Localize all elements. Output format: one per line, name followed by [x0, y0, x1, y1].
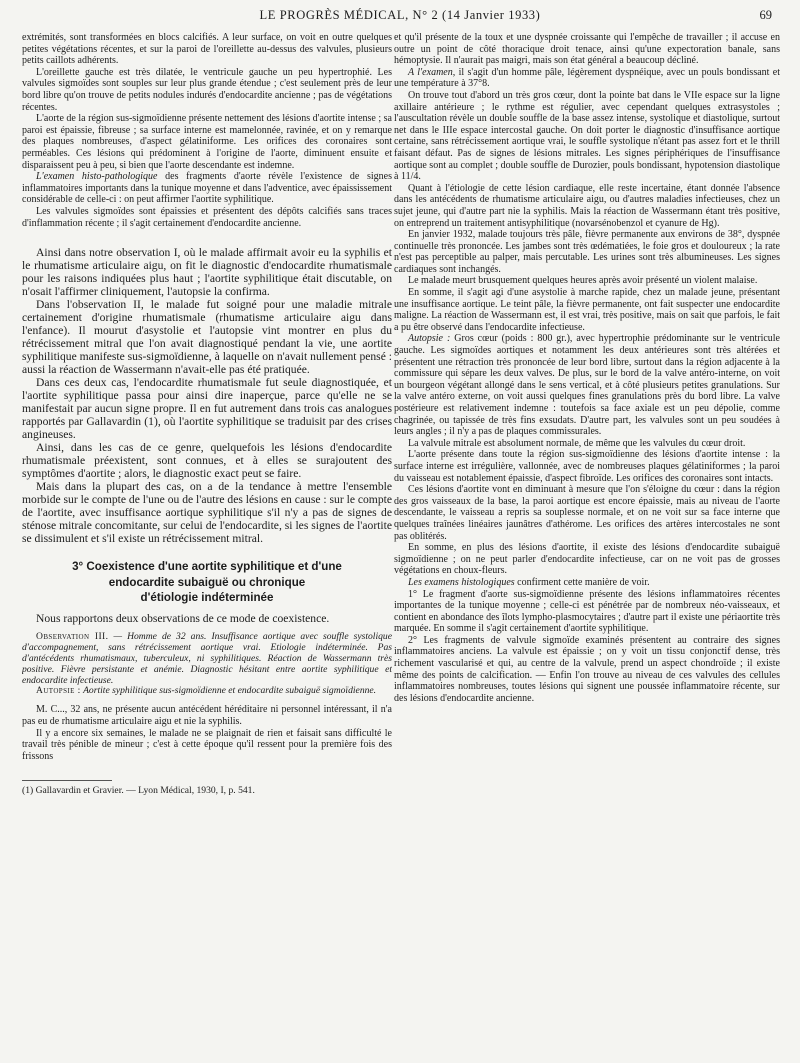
paragraph: Il y a encore six semaines, le malade ne se plaignait de rien et faisait sans difficulté le travail très pénible de mineur ; c'est à cette époque qu'il ressent pour la première fois des frissons — [22, 727, 392, 762]
paragraph: L'aorte de la région sus-sigmoïdienne présente nettement des lésions d'aortite intense ; sa paroi est épaissie, fibreuse ; sa surface interne est mamelonnée, ravinée, et on y remarque des plaques nombreuses, d'aspect gélatiniforme. Les orifices des coronaires sont perméables. Ces lésions qui prédominent à l'origine de l'aorte, diminuent ensuite et disparaissent peu à peu, si bien que l'aorte descendante est indemne. — [22, 113, 392, 171]
paragraph: Nous rapportons deux observations de ce mode de coexistence. — [36, 611, 330, 625]
running-head: LE PROGRÈS MÉDICAL, N° 2 (14 Janvier 1933) — [259, 8, 541, 22]
paragraph: La valvule mitrale est absolument normale, de même que les valvules du cœur droit. — [408, 437, 746, 449]
paragraph: En janvier 1932, malade toujours très pâle, fièvre permanente aux environs de 38°, dyspnée continuelle très prononcée. Les jambes sont très œdématiées, le foie gros et douloureux ; la rate n'est pas perceptible au palper, mais percutable. Les urines sont très albumineuses. Les signes cardiaques sont inchangés. — [394, 229, 780, 275]
paragraph: Les examens histologiques confirment cette manière de voir. — [408, 576, 650, 588]
autopsy-header: Autopsie : Aortite syphilitique sus-sigmoïdienne et endocardite subaiguë sigmoïdienne. — [36, 685, 377, 697]
page-number: 69 — [759, 8, 772, 22]
paragraph: Quant à l'étiologie de cette lésion cardiaque, elle reste incertaine, étant donnée l'absence dans les antécédents de rhumatisme articulaire aigu, ou d'autres maladies infectieuses, chez un sujet jeune, qui d'autre part nie la syphilis. Mais la réaction de Wassermann étant très positive, on entreprend un traitement antisyphilitique (novarsénobenzol et cyanure de Hg). — [394, 182, 780, 229]
paragraph: En somme, en plus des lésions d'aortite, il existe des lésions d'endocardite subaiguë sigmoïdienne ; on ne peut parler d'endocardite infectieuse, car on ne voit pas de grosses végétations en choux-fleurs. — [394, 542, 780, 577]
paragraph: Mais dans la plupart des cas, on a de la tendance à mettre l'ensemble morbide sur le compte de l'une ou de l'autre des lésions en cause : sur le compte de l'aortite, avec insuffisance aortique syphilitique s'il n'y a pas de signes de sténose mitrale concomitante, sur celui de l'endocardite, si les signes de l'aortite se dissimulent et s'il existe un rétrécissement mitral. — [22, 480, 392, 546]
paragraph: Ainsi dans notre observation I, où le malade affirmait avoir eu la syphilis et le rhumatisme articulaire aigu, on fit le diagnostic d'endocardite rhumatismale pour les raisons indiquées plus haut ; l'aortite syphilitique était discutable, on n'osait l'affirmer cliniquement, l'autopsie la confirma. — [22, 246, 392, 299]
paragraph: A l'examen, il s'agit d'un homme pâle, légèrement dyspnéique, avec un pouls bondissant et une température à 37°8. — [394, 66, 780, 90]
paragraph: L'aorte présente dans toute la région sus-sigmoïdienne des lésions d'aortite intense : la surface interne est irrégulière, vallonnée, avec de nombreuses plaques gélatiniformes ; la paroi du vaisseau est notablement épaissie, d'aspect fibroïde. Les orifices des coronaires sont intacts. — [394, 449, 780, 484]
footnote: (1) Gallavardin et Gravier. — Lyon Médical, 1930, I, p. 541. — [22, 785, 255, 797]
section-heading: 3° Coexistence d'une aortite syphilitique et d'une endocardite subaiguë ou chronique d'étiologie indéterminée — [72, 560, 342, 605]
paragraph: Le malade meurt brusquement quelques heures après avoir présenté un violent malaise. — [408, 275, 758, 287]
observation-header: Observation III. — Homme de 32 ans. Insuffisance aortique avec souffle systolique d'accompagnement, sans rétrécissement aortique vrai. Etiologie indéterminée. Pas d'antécédents rhumatismaux, tuberculeux, ni syphilitiques. Réaction de Wassermann très positive. Fièvre persistante et anémie. Diagnostic hésitant entre aortite syphilitique et endocardite infectieuse. — [22, 630, 392, 686]
paragraph: Dans l'observation II, le malade fut soigné pour une maladie mitrale certainement d'origine rhumatismale (rhumatisme articulaire aigu dans l'enfance). Il mourut d'asystolie et l'autopsie vint montrer en plus du rétrécissement mitral que l'on avait diagnostiqué pendant la vie, une aortite syphilitique manifeste sus-sigmoïdienne, à laquelle on n'avait nullement pensé : aussi la réaction de Wassermann n'avait-elle pas été pratiquée. — [22, 298, 392, 377]
paragraph: En somme, il s'agit agi d'une asystolie à marche rapide, chez un malade jeune, présentant une insuffisance aortique. Le teint pâle, la fièvre permanente, ont fait suspecter une endocardite maligne. La réaction de Wassermann est, il est vrai, très positive, mais on sait que parfois, le fait a pu être observé dans l'endocardite infectieuse. — [394, 287, 780, 333]
paragraph: extrémités, sont transformées en blocs calcifiés. A leur surface, on voit en outre quelques petites végétations récentes, et sur la paroi de l'oreillette au-dessus des valvules, plusieurs petits caillots adhérents. — [22, 32, 392, 67]
paragraph: On trouve tout d'abord un très gros cœur, dont la pointe bat dans le VIIe espace sur la ligne axillaire antérieure ; le rythme est régulier, avec cependant quelques extrasystoles ; l'auscultation révèle un double souffle de la base assez intense, systolique et diastolique, surtout net dans le IIIe espace intercostal gauche. On doit porter le diagnostic d'insuffisance aortique certaine, sans rétrécissement aortique vrai, le souffle systolique n'étant pas assez fort et le thrill faisant défaut. Pas de signes de lésions mitrales. Les signes périphériques de l'insuffisance aortique sont au complet ; double souffle de Durozier, pouls bondissant, hypotension diastolique à 11/4. — [394, 89, 780, 183]
left-column — [22, 32, 392, 1054]
footnote-rule — [22, 780, 112, 781]
italic-lead: L'examen histo-pathologique — [36, 171, 158, 183]
paragraph: L'oreillette gauche est très dilatée, le ventricule gauche un peu hypertrophié. Les valvules sigmoïdes sont souples sur leur plus grande étendue ; c'est seulement près de leur bord libre qu'on trouve de petits nodules indurés d'endocardite ancienne ; pas de végétations récentes. — [22, 66, 392, 113]
paragraph: 1° Le fragment d'aorte sus-sigmoïdienne présente des lésions inflammatoires récentes importantes de la tunique moyenne ; celle-ci est pénétrée par de nombreux néo-vaisseaux, et contient en abondance des îlots lympho-plasmocytaires ; d'autre part il existe une périaortite très marquée. En somme il s'agit certainement d'aortite syphilitique. — [394, 588, 780, 635]
right-column — [394, 32, 780, 1054]
paragraph: et qu'il présente de la toux et une dyspnée croissante qui l'empêche de travailler ; il accuse en outre un point de côté thoracique droit tenace, ainsi qu'une expectoration banale, sans hémoptysie. Il n'aurait pas maigri, mais son état général a beaucoup décliné. — [394, 32, 780, 67]
paragraph: Dans ces deux cas, l'endocardite rhumatismale fut seule diagnostiquée, et l'aortite syphilitique passa pour ainsi dire inaperçue, parce qu'elle ne se manifestait par aucun signe propre. Il en fut autrement dans trois cas analogues rapportés par Gallavardin (1), où l'aortite syphilitique se traduisit par des crises angineuses. — [22, 376, 392, 442]
paragraph: 2° Les fragments de valvule sigmoïde examinés présentent au contraire des signes inflammatoires anciens. La valvule est épaissie ; on y voit un tissu conjonctif dense, très richement vascularisé et qui, au centre de la valvule, prend un aspect chondroïde ; il existe même des points de calcification. — Enfin l'on trouve au niveau de ces valvules des cellules inflammatoires nombreuses, toutes lésions qui signent une poussée inflammatoire récente, sur des lésions d'endocardite ancienne. — [394, 634, 780, 704]
paragraph: Ces lésions d'aortite vont en diminuant à mesure que l'on s'éloigne du cœur : dans la région des gros vaisseaux de la base, la paroi aortique est encore épaissie, mais au niveau de l'aorte descendante, le vaisseau a repris sa souplesse normale, et on ne voit sur sa face interne que quelques traînées linéaires jaunâtres d'athérome. Les orifices des artères intercostales ne sont pas oblitérés. — [394, 484, 780, 542]
paragraph: L'examen histo-pathologique des fragments d'aorte révèle l'existence de signes inflammatoires importants dans la tunique moyenne et dans l'adventice, avec épaississement considérable de celle-ci : on peut affirmer l'aortite syphilitique. — [22, 171, 392, 206]
paragraph: Ainsi, dans les cas de ce genre, quelquefois les lésions d'endocardite rhumatismale préexistent, sont connues, et à elles se surajoutent des symptômes d'aortite ; alors, le diagnostic exact peut se faire. — [22, 441, 392, 481]
paragraph: Autopsie : Gros cœur (poids : 800 gr.), avec hypertrophie prédominante sur le ventricule gauche. Les sigmoïdes aortiques et notamment les deux antérieures sont très altérées et présentent une rétraction très prononcée de leur bord libre, surtout dans la région adjacente à la commissure qui sépare les deux valves. De plus, sur le bord de la valve antéro-interne, on voit un bourgeon végétant allongé dans le sens vertical, et à côté plusieurs petites granulations. Sur la valve antéro externe, on voit aussi quelques fines granulations près du bord libre. La valve postérieure est relativement indemne : toutefois sa face axiale est un peu dépolie, comme chagrinée, ou tapissée de très fins exsudats. D'autre part, les valvules sont un peu soudées à leurs angles ; il n'y a pas de plaques commissurales. — [394, 333, 780, 438]
paragraph: M. C..., 32 ans, ne présente aucun antécédent héréditaire ni personnel intéressant, il n'a pas eu de rhumatisme articulaire aigu et nie la syphilis. — [22, 704, 392, 727]
paragraph: Les valvules sigmoïdes sont épaissies et présentent des dépôts calcifiés sans traces d'inflammation récente ; il s'agit certainement d'endocardite ancienne. — [22, 205, 392, 229]
